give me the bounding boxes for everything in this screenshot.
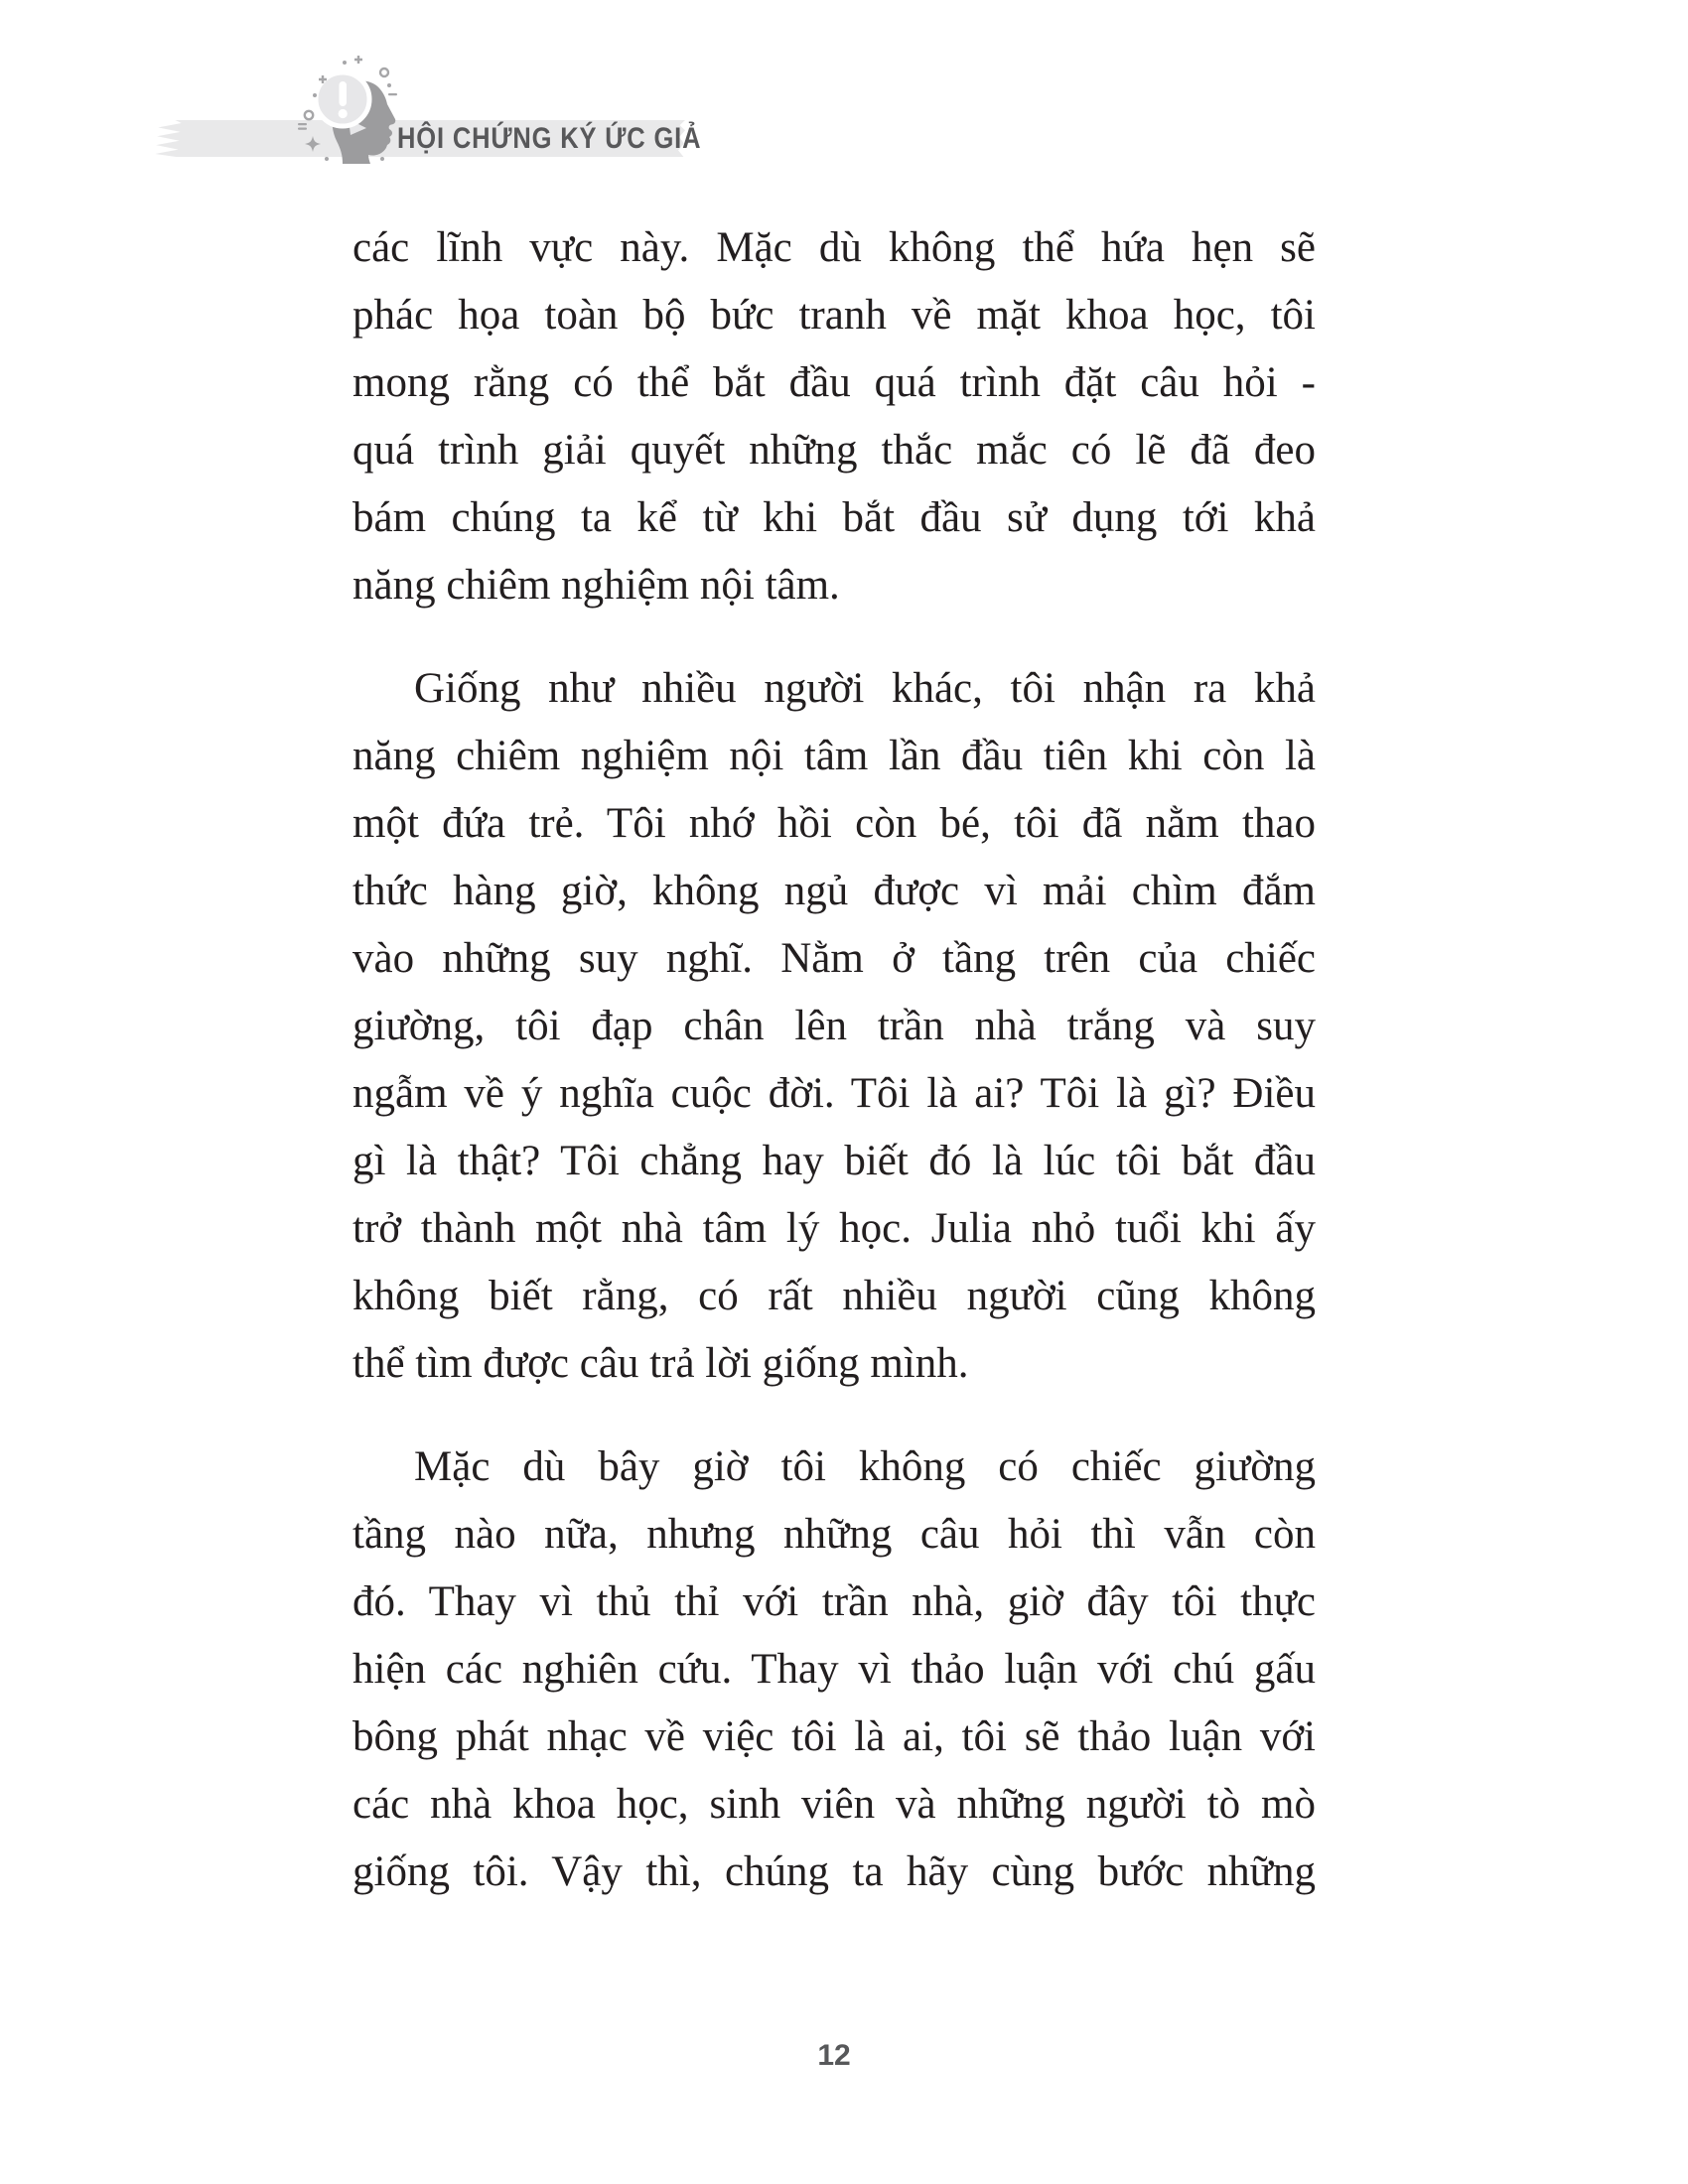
- text-line: năng chiêm nghiệm nội tâm lần đầu tiên khi còn là: [352, 733, 1316, 779]
- running-head-title: HỘI CHỨNG KÝ ỨC GIẢ: [397, 122, 702, 155]
- text-line: một đứa trẻ. Tôi nhớ hồi còn bé, tôi đã nằm thao: [352, 800, 1316, 847]
- paragraph: [352, 214, 1316, 619]
- text-line: thức hàng giờ, không ngủ được vì mải chìm đắm: [352, 868, 1316, 914]
- text-line: năng chiêm nghiệm nội tâm.: [352, 562, 840, 609]
- text-line: các lĩnh vực này. Mặc dù không thể hứa hẹn sẽ: [352, 224, 1316, 271]
- text-line: ngẫm về ý nghĩa cuộc đời. Tôi là ai? Tôi là gì? Điều: [352, 1070, 1316, 1117]
- text-line: gì là thật? Tôi chẳng hay biết đó là lúc tôi bắt đầu: [352, 1138, 1316, 1184]
- text-line: bám chúng ta kể từ khi bắt đầu sử dụng tới khả: [352, 494, 1316, 541]
- text-line: giống tôi. Vậy thì, chúng ta hãy cùng bước những: [352, 1848, 1316, 1895]
- text-line: trở thành một nhà tâm lý học. Julia nhỏ tuổi khi ấy: [352, 1205, 1316, 1252]
- text-line: không biết rằng, có rất nhiều người cũng không: [352, 1273, 1316, 1319]
- text-line: thể tìm được câu trả lời giống mình.: [352, 1340, 969, 1387]
- text-line: giường, tôi đạp chân lên trần nhà trắng và suy: [352, 1003, 1316, 1049]
- text-line: quá trình giải quyết những thắc mắc có lẽ đã đeo: [352, 427, 1316, 474]
- text-line: bông phát nhạc về việc tôi là ai, tôi sẽ thảo luận với: [352, 1713, 1316, 1760]
- page-number: 12: [817, 2039, 851, 2072]
- paragraph: [352, 1433, 1316, 1906]
- text-line: Giống như nhiều người khác, tôi nhận ra khả: [414, 665, 1316, 712]
- text-line: hiện các nghiên cứu. Thay vì thảo luận với chú gấu: [352, 1646, 1316, 1693]
- text-line: tầng nào nữa, nhưng những câu hỏi thì vẫn còn: [352, 1511, 1316, 1558]
- body-text: [352, 214, 1316, 1906]
- text-line: mong rằng có thể bắt đầu quá trình đặt câu hỏi -: [352, 359, 1316, 406]
- page-header: [0, 0, 1688, 179]
- head-profile-idea-icon: [293, 50, 402, 164]
- text-line: đó. Thay vì thủ thỉ với trần nhà, giờ đây tôi thực: [352, 1578, 1316, 1625]
- text-line: Mặc dù bây giờ tôi không có chiếc giường: [414, 1443, 1316, 1490]
- text-line: các nhà khoa học, sinh viên và những người tò mò: [352, 1781, 1316, 1828]
- paragraph: [352, 655, 1316, 1398]
- text-line: phác họa toàn bộ bức tranh về mặt khoa học, tôi: [352, 292, 1316, 339]
- text-line: vào những suy nghĩ. Nằm ở tầng trên của chiếc: [352, 935, 1316, 982]
